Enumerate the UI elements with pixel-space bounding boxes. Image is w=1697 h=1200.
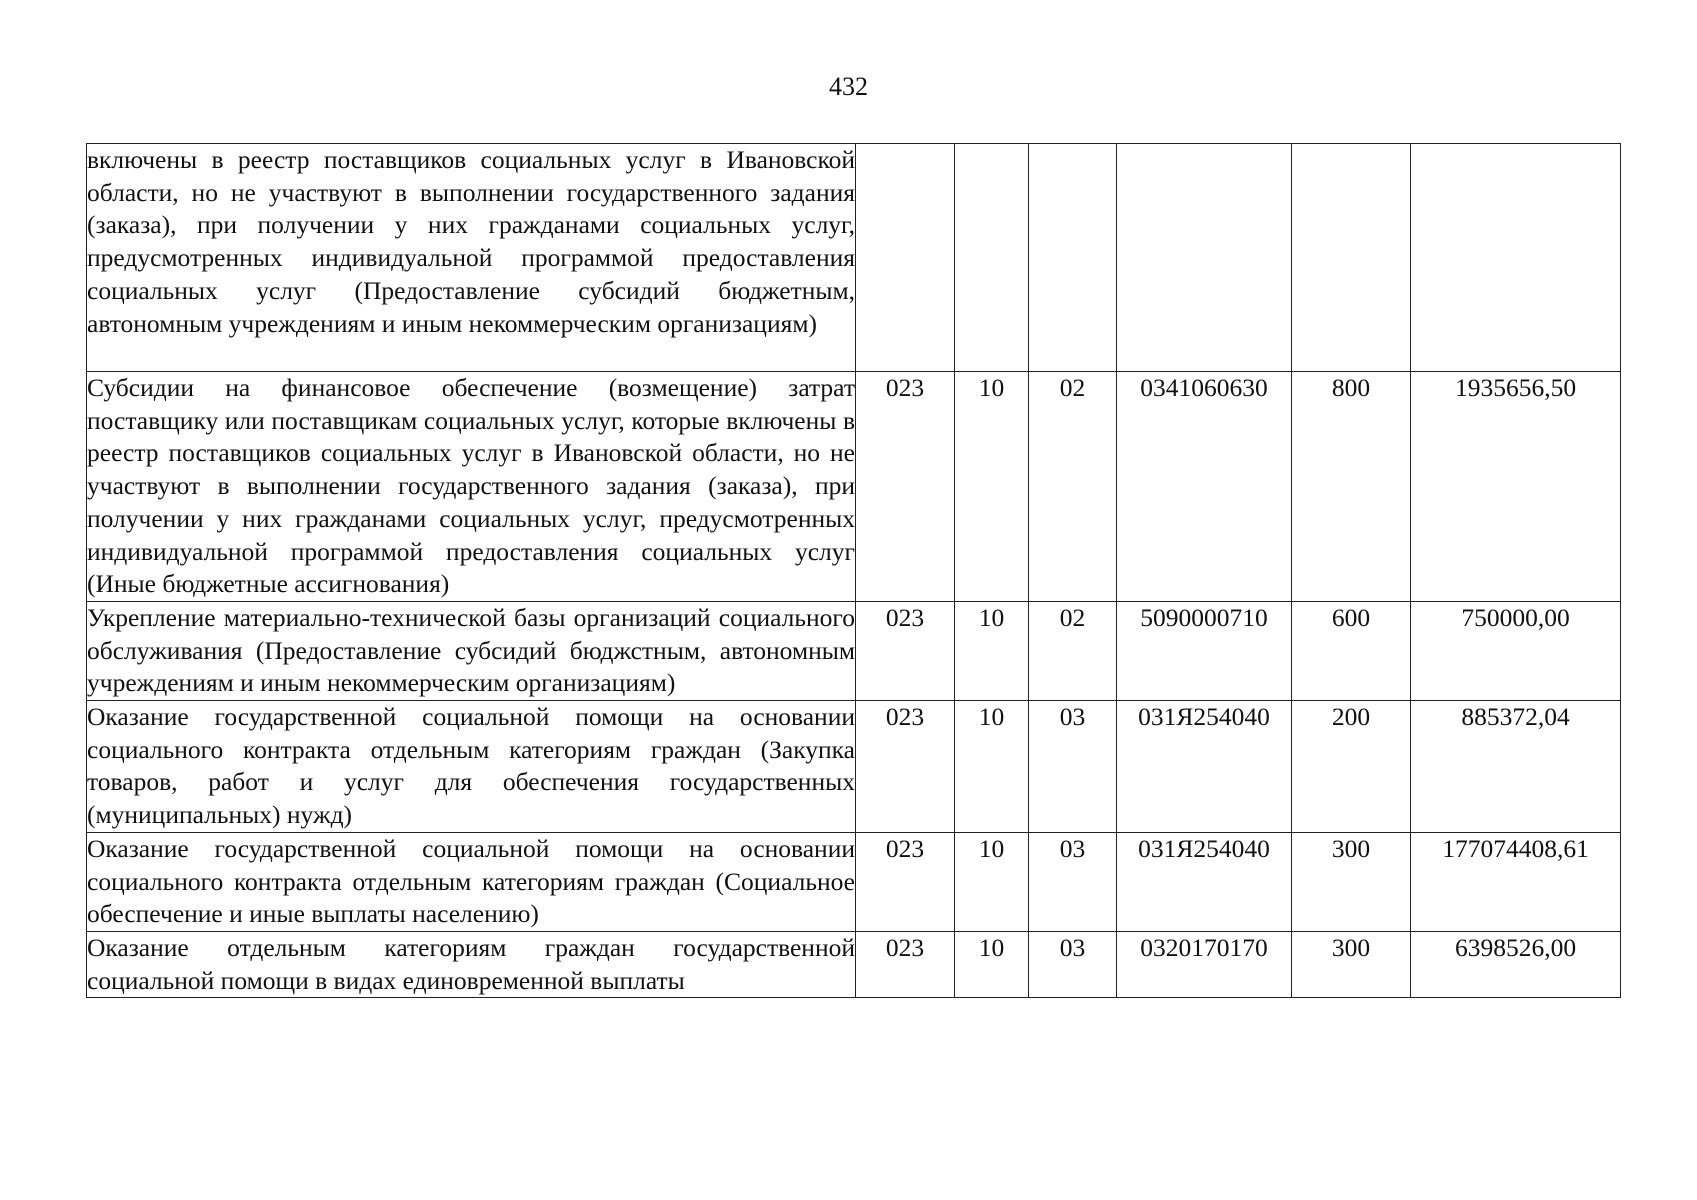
expense-type-code: 200 <box>1292 701 1411 833</box>
target-article-code: 031Я254040 <box>1117 701 1292 833</box>
ministry-code: 023 <box>856 701 955 833</box>
subsection-code: 03 <box>1029 931 1117 997</box>
ministry-code: 023 <box>856 832 955 931</box>
subsection-code <box>1029 144 1117 372</box>
row-description-text: Оказание отдельным категориям граждан государственной социальной помощи в видах единовременной выплаты <box>87 932 855 995</box>
page-number: 432 <box>829 72 868 101</box>
target-article-code: 0341060630 <box>1117 372 1292 602</box>
row-description: Укрепление материально-технической базы организаций социального обслуживания (Предоставление субсидий бюджстным, автономным учреждениям и иным некоммерческим организациям) <box>87 601 856 700</box>
row-description: Оказание государственной социальной помощи на основании социального контракта отдельным категориям граждан (Социальное обеспечение и иные выплаты населению) <box>87 832 856 931</box>
section-code: 10 <box>955 372 1029 602</box>
ministry-code <box>856 144 955 372</box>
budget-table <box>86 143 1621 998</box>
expense-type-code: 300 <box>1292 931 1411 997</box>
subsection-code: 03 <box>1029 832 1117 931</box>
target-article-code: 5090000710 <box>1117 601 1292 700</box>
section-code <box>955 144 1029 372</box>
table-row <box>87 832 1621 931</box>
table-row <box>87 701 1621 833</box>
expense-type-code: 600 <box>1292 601 1411 700</box>
amount <box>1411 144 1621 372</box>
ministry-code: 023 <box>856 601 955 700</box>
expense-type-code <box>1292 144 1411 372</box>
subsection-code: 02 <box>1029 372 1117 602</box>
subsection-code: 02 <box>1029 601 1117 700</box>
amount: 1935656,50 <box>1411 372 1621 602</box>
target-article-code: 031Я254040 <box>1117 832 1292 931</box>
amount: 177074408,61 <box>1411 832 1621 931</box>
row-description: Субсидии на финансовое обеспечение (возмещение) затрат поставщику или поставщикам социальных услуг, которые включены в реестр поставщиков социальных услуг в Ивановской области, но не участвуют в выполнении государственного задания (заказа), при получении у них гражданами социальных услуг, предусмотренных индивидуальной программой предоставления социальных услуг (Иные бюджетные ассигнования) <box>87 372 856 602</box>
table-row <box>87 372 1621 602</box>
expense-type-code: 800 <box>1292 372 1411 602</box>
row-description <box>87 931 856 997</box>
amount: 750000,00 <box>1411 601 1621 700</box>
subsection-code: 03 <box>1029 701 1117 833</box>
amount: 6398526,00 <box>1411 931 1621 997</box>
target-article-code: 0320170170 <box>1117 931 1292 997</box>
section-code: 10 <box>955 832 1029 931</box>
table-row <box>87 601 1621 700</box>
ministry-code: 023 <box>856 372 955 602</box>
table-row <box>87 144 1621 372</box>
row-description: включены в реестр поставщиков социальных услуг в Ивановской области, но не участвуют в выполнении государственного задания (заказа), при получении у них гражданами социальных услуг, предусмотренных индивидуальной программой предоставления социальных услуг (Предоставление субсидий бюджетным, автономным учреждениям и иным некоммерческим организациям) <box>87 144 856 372</box>
row-description: Оказание государственной социальной помощи на основании социального контракта отдельным категориям граждан (Закупка товаров, работ и услуг для обеспечения государственных (муниципальных) нужд) <box>87 701 856 833</box>
amount: 885372,04 <box>1411 701 1621 833</box>
target-article-code <box>1117 144 1292 372</box>
section-code: 10 <box>955 931 1029 997</box>
ministry-code: 023 <box>856 931 955 997</box>
section-code: 10 <box>955 601 1029 700</box>
expense-type-code: 300 <box>1292 832 1411 931</box>
section-code: 10 <box>955 701 1029 833</box>
table-row <box>87 931 1621 997</box>
